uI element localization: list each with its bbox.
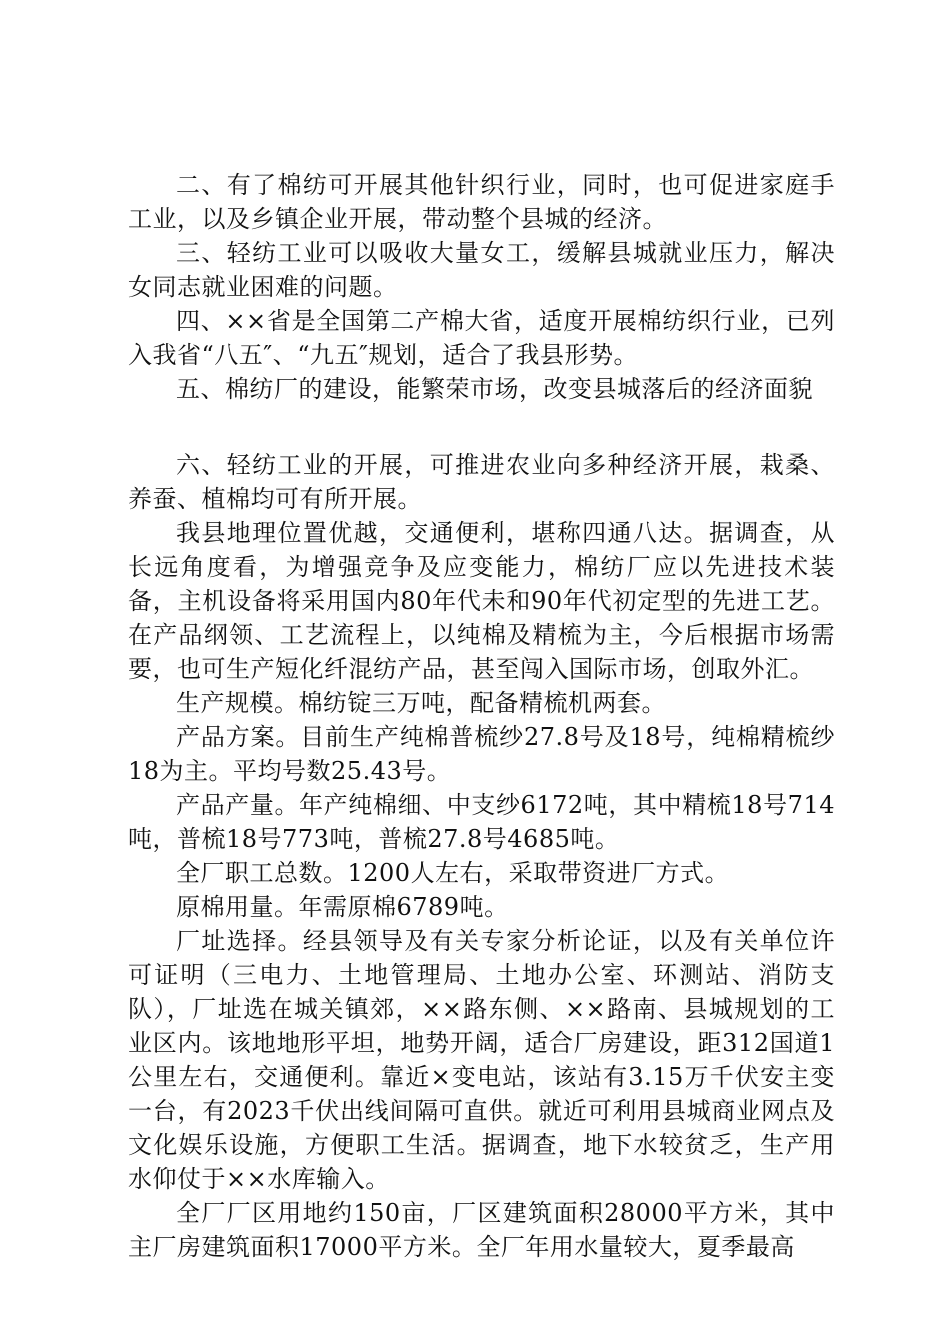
paragraph-benefit-3: 三、轻纺工业可以吸收大量女工，缓解县城就业压力，解决女同志就业困难的问题。 (128, 239, 835, 301)
paragraph-location-overview: 我县地理位置优越，交通便利，堪称四通八达。据调查，从长远角度看，为增强竞争及应变能力，棉纺厂应以先进技术装备，主机设备将采用国内80年代未和90年代初定型的先进工艺。在产品纲领、工艺流程上，以纯棉及精梳为主，今后根据市场需要，也可生产短化纤混纺产品，甚至闯入国际市场，创取外汇。 (128, 519, 835, 683)
paragraph-benefit-6: 六、轻纺工业的开展，可推进农业向多种经济开展，栽桑、养蚕、植棉均可有所开展。 (128, 451, 835, 513)
document-page (128, 168, 835, 1264)
paragraph-production-scale: 生产规模。棉纺锭三万吨，配备精梳机两套。 (176, 689, 666, 717)
paragraph-land-use: 全厂厂区用地约150亩，厂区建筑面积28000平方米，其中主厂房建筑面积17000平方米。全厂年用水量较大，夏季最高 (128, 1199, 835, 1261)
paragraph-site-selection: 厂址选择。经县领导及有关专家分析论证，以及有关单位许可证明（三电力、土地管理局、土地办公室、环测站、消防支队），厂址选在城关镇郊，××路东侧、××路南、县城规划的工业区内。该地地形平坦，地势开阔，适合厂房建设，距312国道1公里左右，交通便利。靠近×变电站，该站有3.15万千伏安主变一台，有2023千伏出线间隔可直供。就近可利用县城商业网点及文化娱乐设施，方便职工生活。据调查，地下水较贫乏，生产用水仰仗于××水库输入。 (128, 927, 835, 1193)
paragraph-benefit-4: 四、××省是全国第二产棉大省，适度开展棉纺织行业，已列入我省“八五″、“九五″规划，适合了我县形势。 (128, 307, 835, 369)
paragraph-staff-total: 全厂职工总数。1200人左右，采取带资进厂方式。 (176, 859, 730, 887)
paragraph-raw-cotton: 原棉用量。年需原棉6789吨。 (176, 893, 509, 921)
paragraph-gap (128, 406, 835, 448)
paragraph-product-plan: 产品方案。目前生产纯棉普梳纱27.8号及18号，纯棉精梳纱18为主。平均号数25.43号。 (128, 723, 835, 785)
paragraph-product-output: 产品产量。年产纯棉细、中支纱6172吨，其中精梳18号714吨，普梳18号773吨，普梳27.8号4685吨。 (128, 791, 835, 853)
paragraph-benefit-5: 五、棉纺厂的建设，能繁荣市场，改变县城落后的经济面貌 (176, 375, 813, 403)
paragraph-benefit-2: 二、有了棉纺可开展其他针织行业，同时，也可促进家庭手工业，以及乡镇企业开展，带动整个县城的经济。 (128, 171, 835, 233)
